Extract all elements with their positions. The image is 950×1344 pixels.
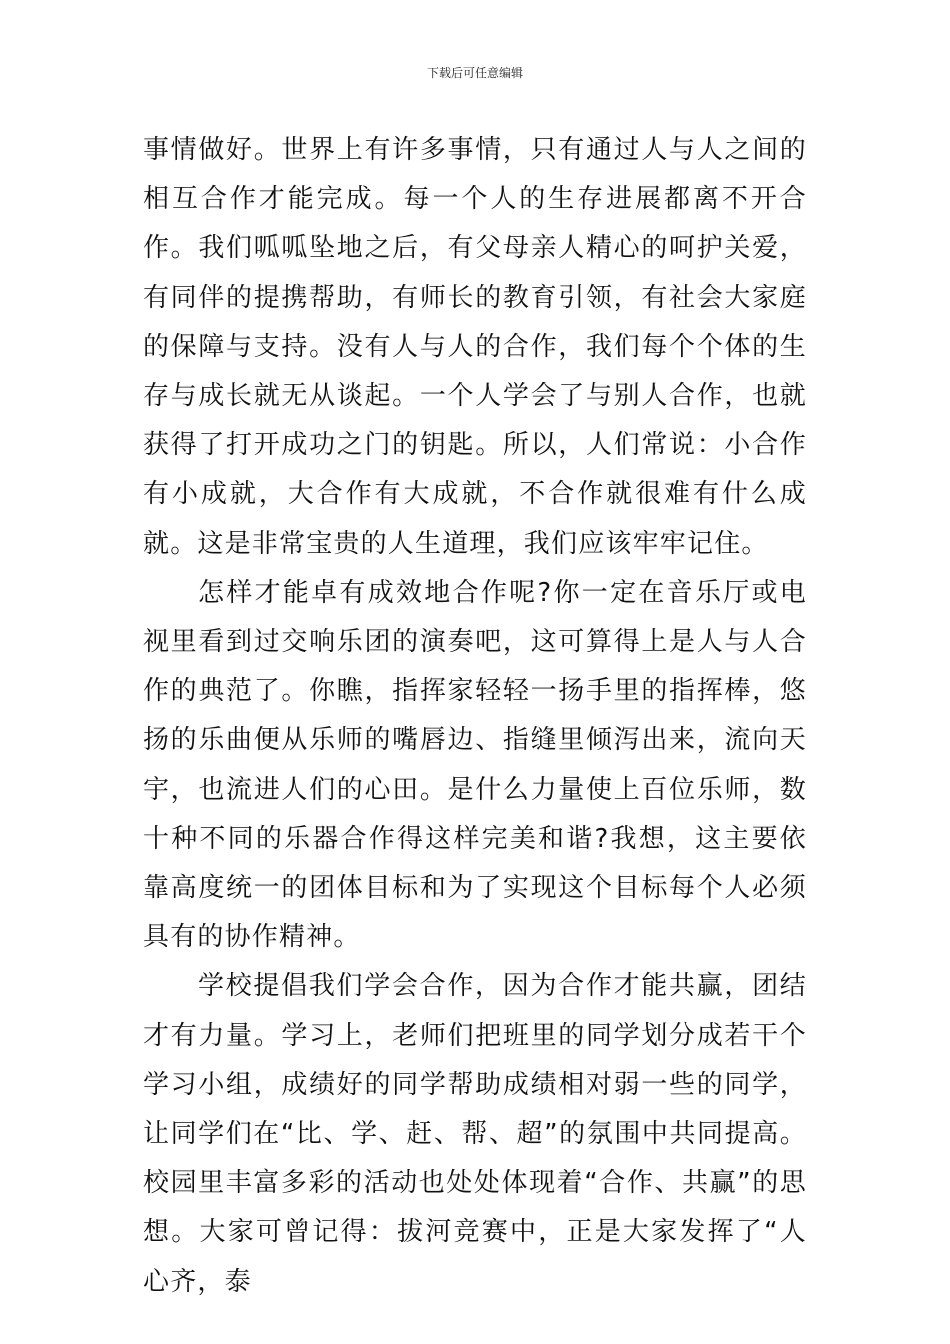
paragraph-1: 事情做好。世界上有许多事情，只有通过人与人之间的相互合作才能完成。每一个人的生存进展都离不开合作。我们呱呱坠地之后，有父母亲人精心的呵护关爱，有同伴的提携帮助，有师长的教育引领，有社会大家庭的保障与支持。没有人与人的合作，我们每个个体的生存与成长就无从谈起。一个人学会了与别人合作，也就获得了打开成功之门的钥匙。所以，人们常说：小合作有小成就，大合作有大成就，不合作就很难有什么成就。这是非常宝贵的人生道理，我们应该牢牢记住。 [143,135,807,559]
document-body [143,126,807,1307]
page-header: 下载后可任意编辑 [426,66,523,80]
paragraph-3: 学校提倡我们学会合作，因为合作才能共赢，团结才有力量。学习上，老师们把班里的同学划分成若干个学习小组，成绩好的同学帮助成绩相对弱一些的同学，让同学们在“比、学、赶、帮、超”的氛围中共同提高。校园里丰富多彩的活动也处处体现着“合作、共赢”的思想。大家可曾记得：拔河竞赛中，正是大家发挥了“人心齐，泰 [143,971,807,1297]
paragraph-2: 怎样才能卓有成效地合作呢?你一定在音乐厅或电视里看到过交响乐团的演奏吧，这可算得上是人与人合作的典范了。你瞧，指挥家轻轻一扬手里的指挥棒，悠扬的乐曲便从乐师的嘴唇边、指缝里倾泻出来，流向天宇，也流进人们的心田。是什么力量使上百位乐师，数十种不同的乐器合作得这样完美和谐?我想，这主要依靠高度统一的团体目标和为了实现这个目标每个人必须具有的协作精神。 [143,577,807,953]
